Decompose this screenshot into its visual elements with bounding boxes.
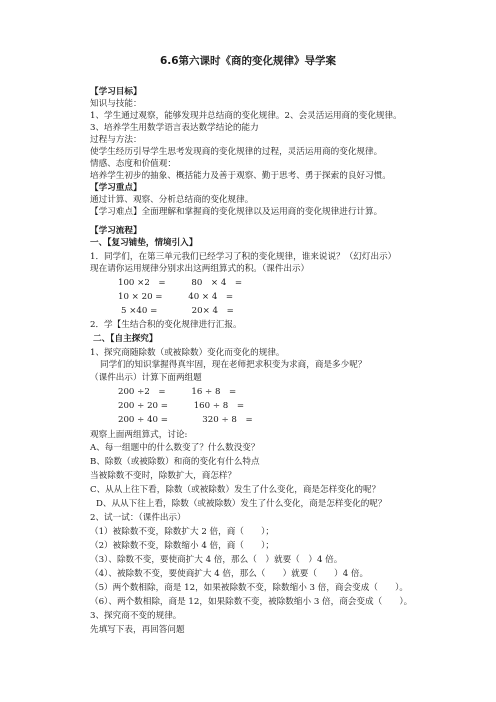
exercise-4: （4）、被除数不变，要使商扩大 4 倍，那么（ ）就要（ ）4 倍。: [90, 569, 369, 579]
review-question-1: 1．同学们，在第三单元我们已经学习了积的变化规律，谁来说说？（幻灯出示）: [90, 252, 397, 262]
division-row-1: 200 ÷2 = 16 ÷ 8 =: [118, 387, 237, 397]
heading-difficulties: 【学习难点】全面理解和掌握商的变化规律以及运用商的变化规律进行计算。: [90, 207, 383, 217]
explore-step-1: 1、探究商随除数（或被除数）变化而变化的规律。: [90, 348, 285, 358]
subheading-attitudes-values: 情感、态度和价值观：: [90, 159, 176, 169]
question-a: A、每一组题中的什么数变了？什么数没变？: [90, 443, 260, 453]
section-two-heading: 二、【自主探究】: [93, 334, 158, 344]
division-row-3: 200 ÷ 40 = 320 ÷ 8 =: [118, 415, 253, 425]
subheading-process-methods: 过程与方法：: [90, 135, 142, 145]
discussion-prompt: 观察上面两组算式，讨论:: [90, 430, 188, 440]
review-report: 2．学【生结合积的变化规律进行汇报。: [90, 320, 242, 330]
subheading-knowledge-skills: 知识与技能：: [90, 99, 142, 109]
exercise-5: （5）两个数相除，商是 12，如果被除数不变，除数缩小 3 倍，商会变成（ ）。: [90, 583, 408, 593]
heading-key-points: 【学习重点】: [90, 183, 142, 193]
objective-line-2: 3、培养学生用数学语言表达数学结论的能力: [90, 123, 259, 133]
question-b-detail: 当被除数不变时，除数扩大，商怎样？: [90, 471, 237, 481]
explore-instruction: （课件出示）计算下面两组题: [90, 373, 202, 383]
explore-step-3: 3、探究商不变的规律。: [90, 611, 182, 621]
review-instruction: 现在请你运用规律分别求出这两组算式的积。（课件出示）: [90, 264, 310, 274]
exercise-3: （3）、除数不变，要使商扩大 4 倍，那么（ ）就要（ ）4 倍。: [90, 555, 343, 565]
try-it-heading: 2、试一试：（课件出示）: [90, 513, 186, 523]
question-c: C、从从上往下看，除数（或被除数）发生了什么变化，商是怎样变化的呢？: [90, 485, 381, 495]
process-line: 使学生经历引导学生思考发现商的变化规律的过程，灵活运用商的变化规律。: [90, 147, 383, 157]
exercise-1: （1）被除数不变，除数扩大 2 倍，商（ ）；: [90, 527, 274, 537]
division-row-2: 200 ÷ 20 = 160 ÷ 8 =: [118, 401, 245, 411]
values-line: 培养学生初步的抽象、概括能力及善于观察、勤于思考、勇于探索的良好习惯。: [90, 171, 391, 181]
table-instruction: 先填写下表，再回答问题: [90, 625, 185, 635]
question-d: D、从从下往上看，除数（或被除数）发生了什么变化，商是怎样变化的呢？: [96, 499, 387, 509]
calc-row-2: 10 × 20 = 40 × 4 =: [118, 292, 234, 302]
document-title: 6.6第六课时《商的变化规律》导学案: [159, 55, 337, 67]
key-points-line: 通过计算、观察、分析总结商的变化规律。: [90, 195, 254, 205]
objective-line-1: 1、学生通过观察，能够发现并总结商的变化规律。2、会灵活运用商的变化规律。: [90, 111, 402, 121]
calc-row-3: 5 ×40 = 20× 4 =: [121, 306, 234, 316]
question-b: B、除数（或被除数）和商的变化有什么特点: [90, 457, 260, 467]
heading-learning-process: 【学习流程】: [90, 226, 142, 236]
exercise-2: （2）被除数不变，除数缩小 4 倍，商（ ）；: [90, 541, 274, 551]
explore-intro: 同学们的知识掌握得真牢固，现在老师把求积变为求商，商是多少呢？: [100, 360, 367, 370]
calc-row-1: 100 ×2 = 80 × 4 =: [118, 278, 243, 288]
heading-learning-objectives: 【学习目标】: [90, 87, 142, 97]
section-one-heading: 一、【复习铺垫，情境引入】: [90, 238, 198, 248]
exercise-6: （6）、两个数相除，商是 12，如果除数不变，被除数缩小 3 倍，商会变成（ ）。: [90, 597, 413, 607]
